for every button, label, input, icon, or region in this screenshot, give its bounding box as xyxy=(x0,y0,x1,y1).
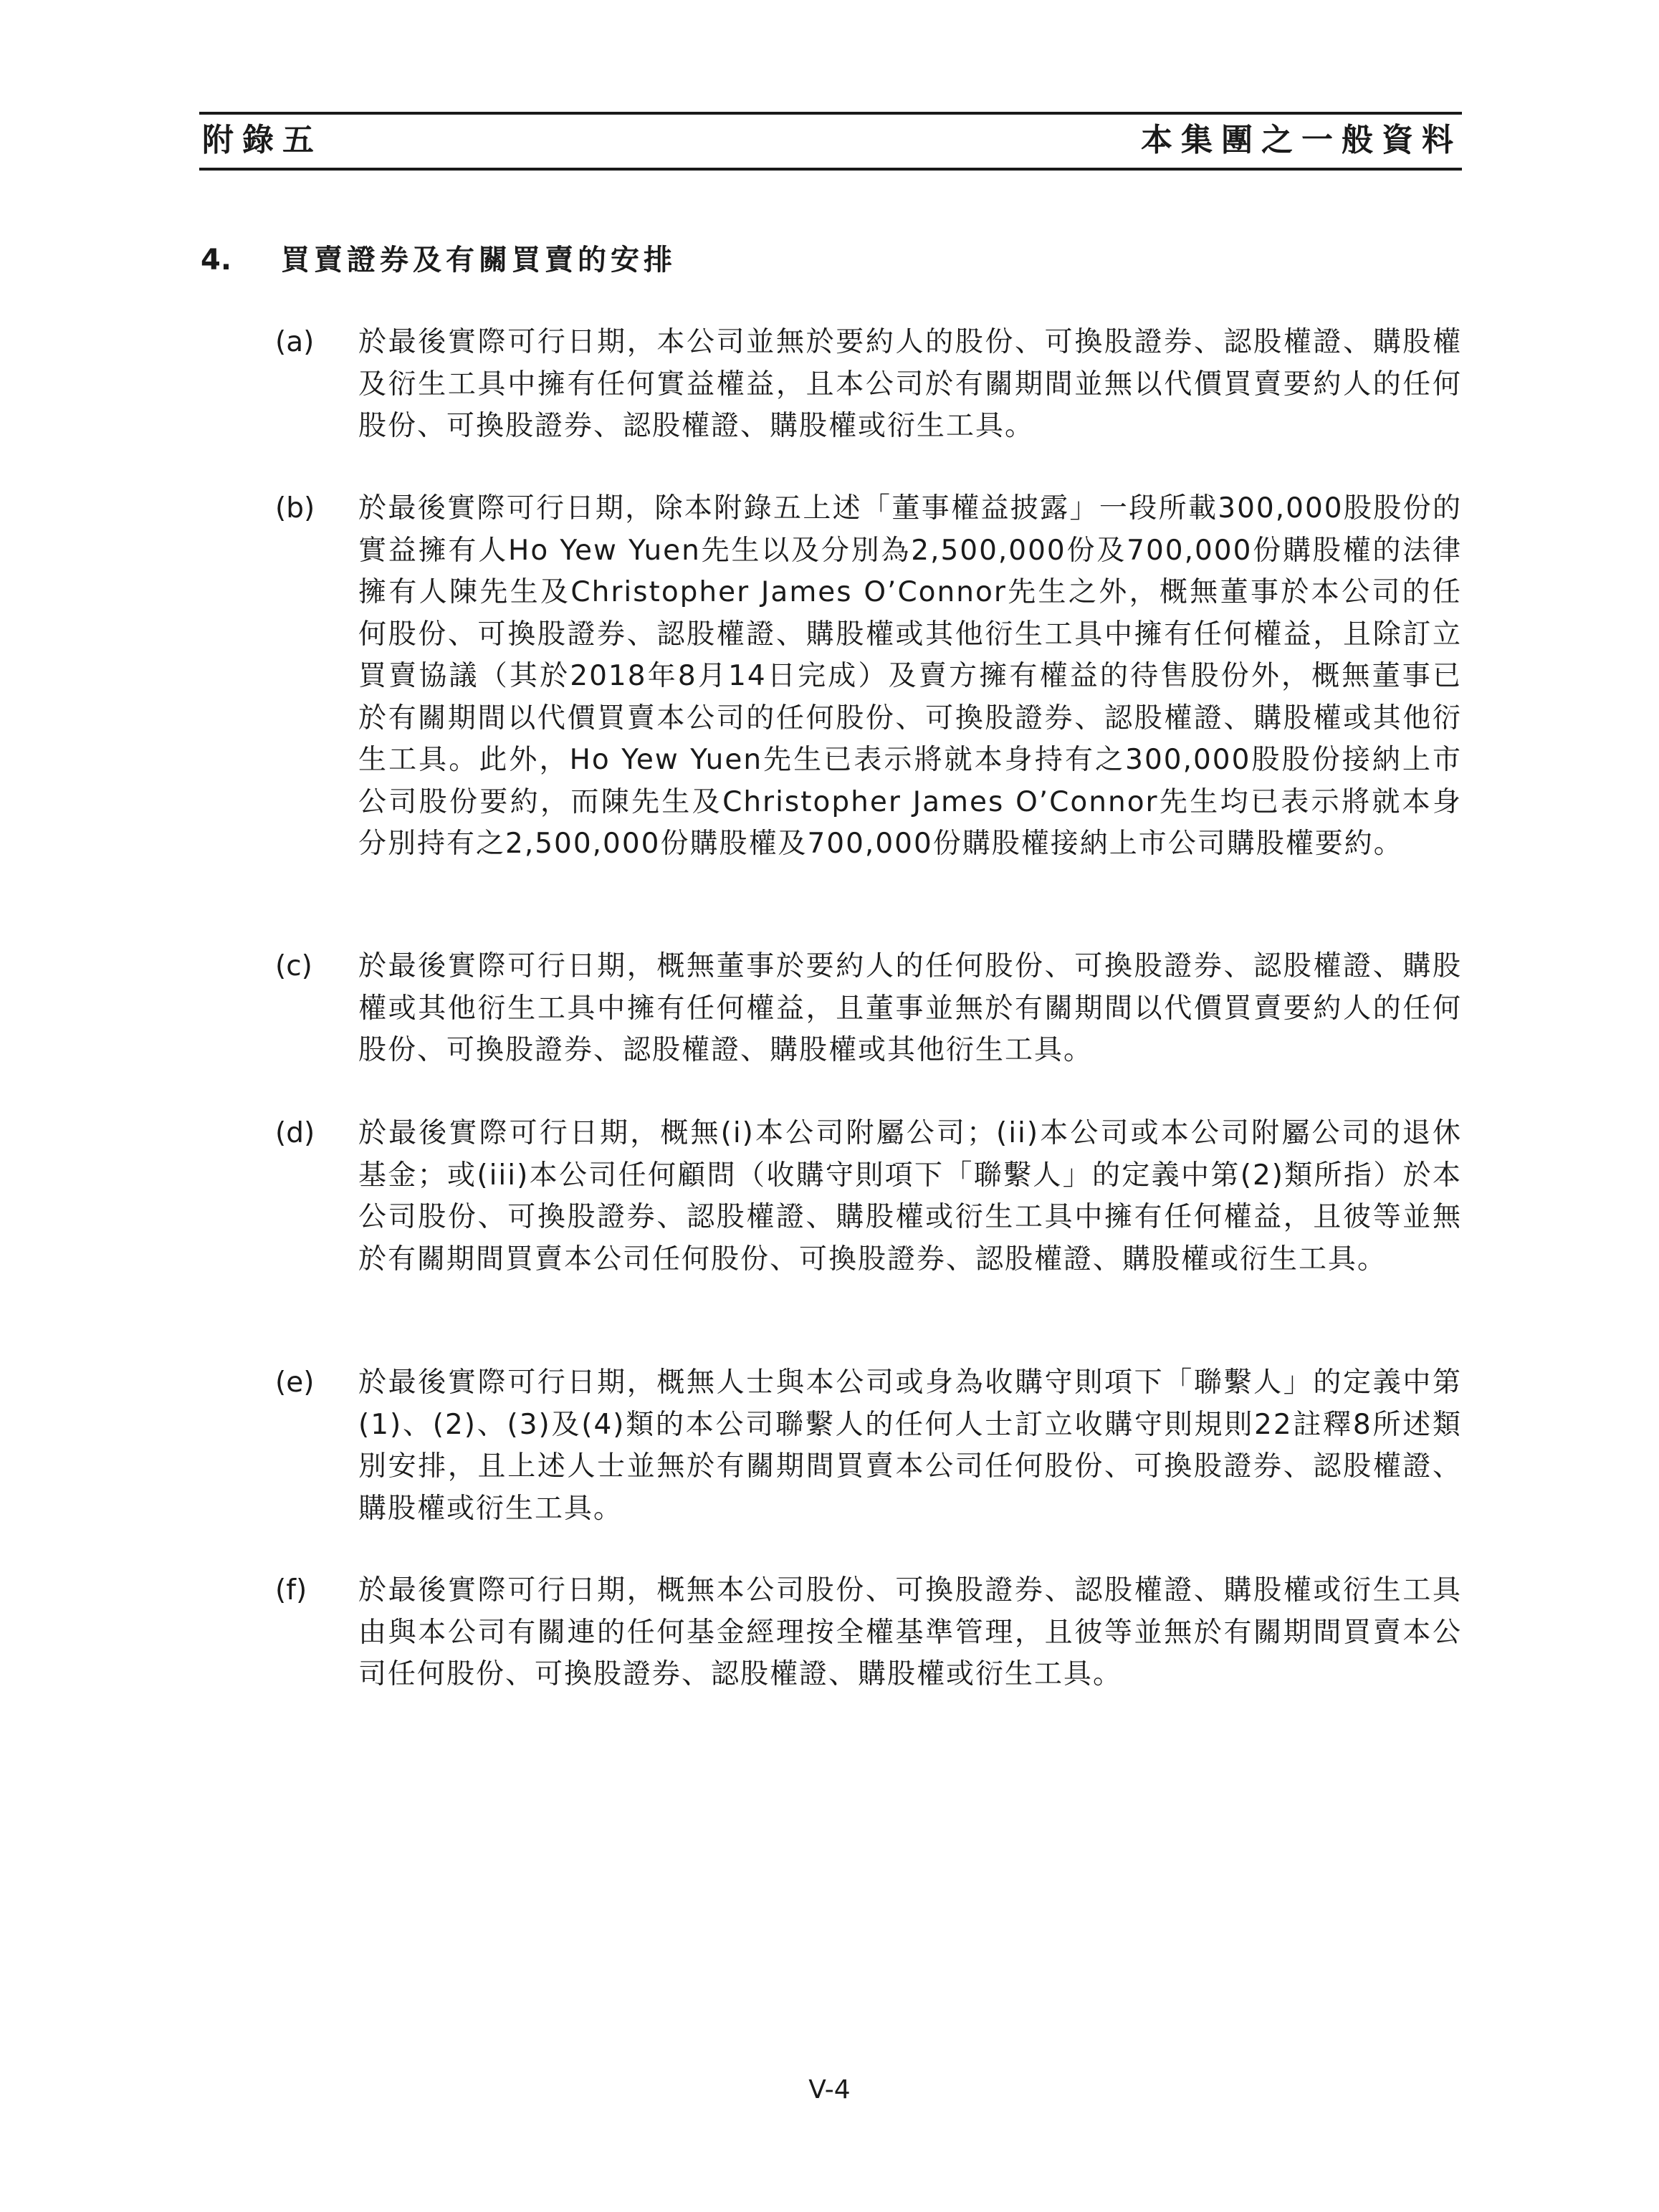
item-text-f: 於最後實際可行日期，概無本公司股份、可換股證券、認股權證、購股權或衍生工具由與本公司有關連的任何基金經理按全權基準管理，且彼等並無於有關期間買賣本公司任何股份、可換股證券、認股權證、購股權或衍生工具。 xyxy=(358,1574,1462,1690)
item-text-e: 於最後實際可行日期，概無人士與本公司或身為收購守則項下「聯繫人」的定義中第(1)、(2)、(3)及(4)類的本公司聯繫人的任何人士訂立收購守則規則22註釋8所述類別安排，且上述人士並無於有關期間買賣本公司任何股份、可換股證券、認股權證、購股權或衍生工具。 xyxy=(358,1366,1462,1525)
section-title: 買賣證券及有關買賣的安排 xyxy=(281,244,676,277)
item-label-e: (e) xyxy=(275,1366,315,1399)
item-text-a: 於最後實際可行日期，本公司並無於要約人的股份、可換股證券、認股權證、購股權及衍生工具中擁有任何實益權益，且本公司於有關期間並無以代價買賣要約人的任何股份、可換股證券、認股權證、購股權或衍生工具。 xyxy=(358,326,1462,442)
page-number: V-4 xyxy=(808,2075,851,2105)
item-label-c: (c) xyxy=(275,950,312,982)
item-label-d: (d) xyxy=(275,1117,315,1149)
item-text-c: 於最後實際可行日期，概無董事於要約人的任何股份、可換股證券、認股權證、購股權或其他衍生工具中擁有任何權益，且董事並無於有關期間以代價買賣要約人的任何股份、可換股證券、認股權證、購股權或其他衍生工具。 xyxy=(358,950,1462,1066)
item-label-a: (a) xyxy=(275,326,315,358)
header-top-rule xyxy=(199,112,1462,115)
item-text-b: 於最後實際可行日期，除本附錄五上述「董事權益披露」一段所載300,000股股份的實益擁有人Ho Yew Yuen先生以及分別為2,500,000份及700,000份購股權的法律擁有人陳先生及Christopher James O’Connor先生之外，概無董事於本公司的任何股份、可換股證券、認股權證、購股權或其他衍生工具中擁有任何權益，且除訂立買賣協議（其於2018年8月14日完成）及賣方擁有權益的待售股份外，概無董事已於有關期間以代價買賣本公司的任何股份、可換股證券、認股權證、購股權或其他衍生工具。此外，Ho Yew Yuen先生已表示將就本身持有之300,000股股份接納上市公司股份要約，而陳先生及Christopher James O’Connor先生均已表示將就本身分別持有之2,500,000份購股權及700,000份購股權接納上市公司購股權要約。 xyxy=(358,492,1462,860)
item-label-b: (b) xyxy=(275,492,315,525)
item-text-d: 於最後實際可行日期，概無(i)本公司附屬公司；(ii)本公司或本公司附屬公司的退休基金；或(iii)本公司任何顧問（收購守則項下「聯繫人」的定義中第(2)類所指）於本公司股份、可換股證券、認股權證、購股權或衍生工具中擁有任何權益，且彼等並無於有關期間買賣本公司任何股份、可換股證券、認股權證、購股權或衍生工具。 xyxy=(358,1117,1462,1275)
header-bottom-rule xyxy=(199,168,1462,171)
item-label-f: (f) xyxy=(275,1574,307,1607)
appendix-title: 本集團之一般資料 xyxy=(1141,122,1462,158)
section-number: 4. xyxy=(201,244,232,277)
appendix-label: 附錄五 xyxy=(202,122,322,158)
